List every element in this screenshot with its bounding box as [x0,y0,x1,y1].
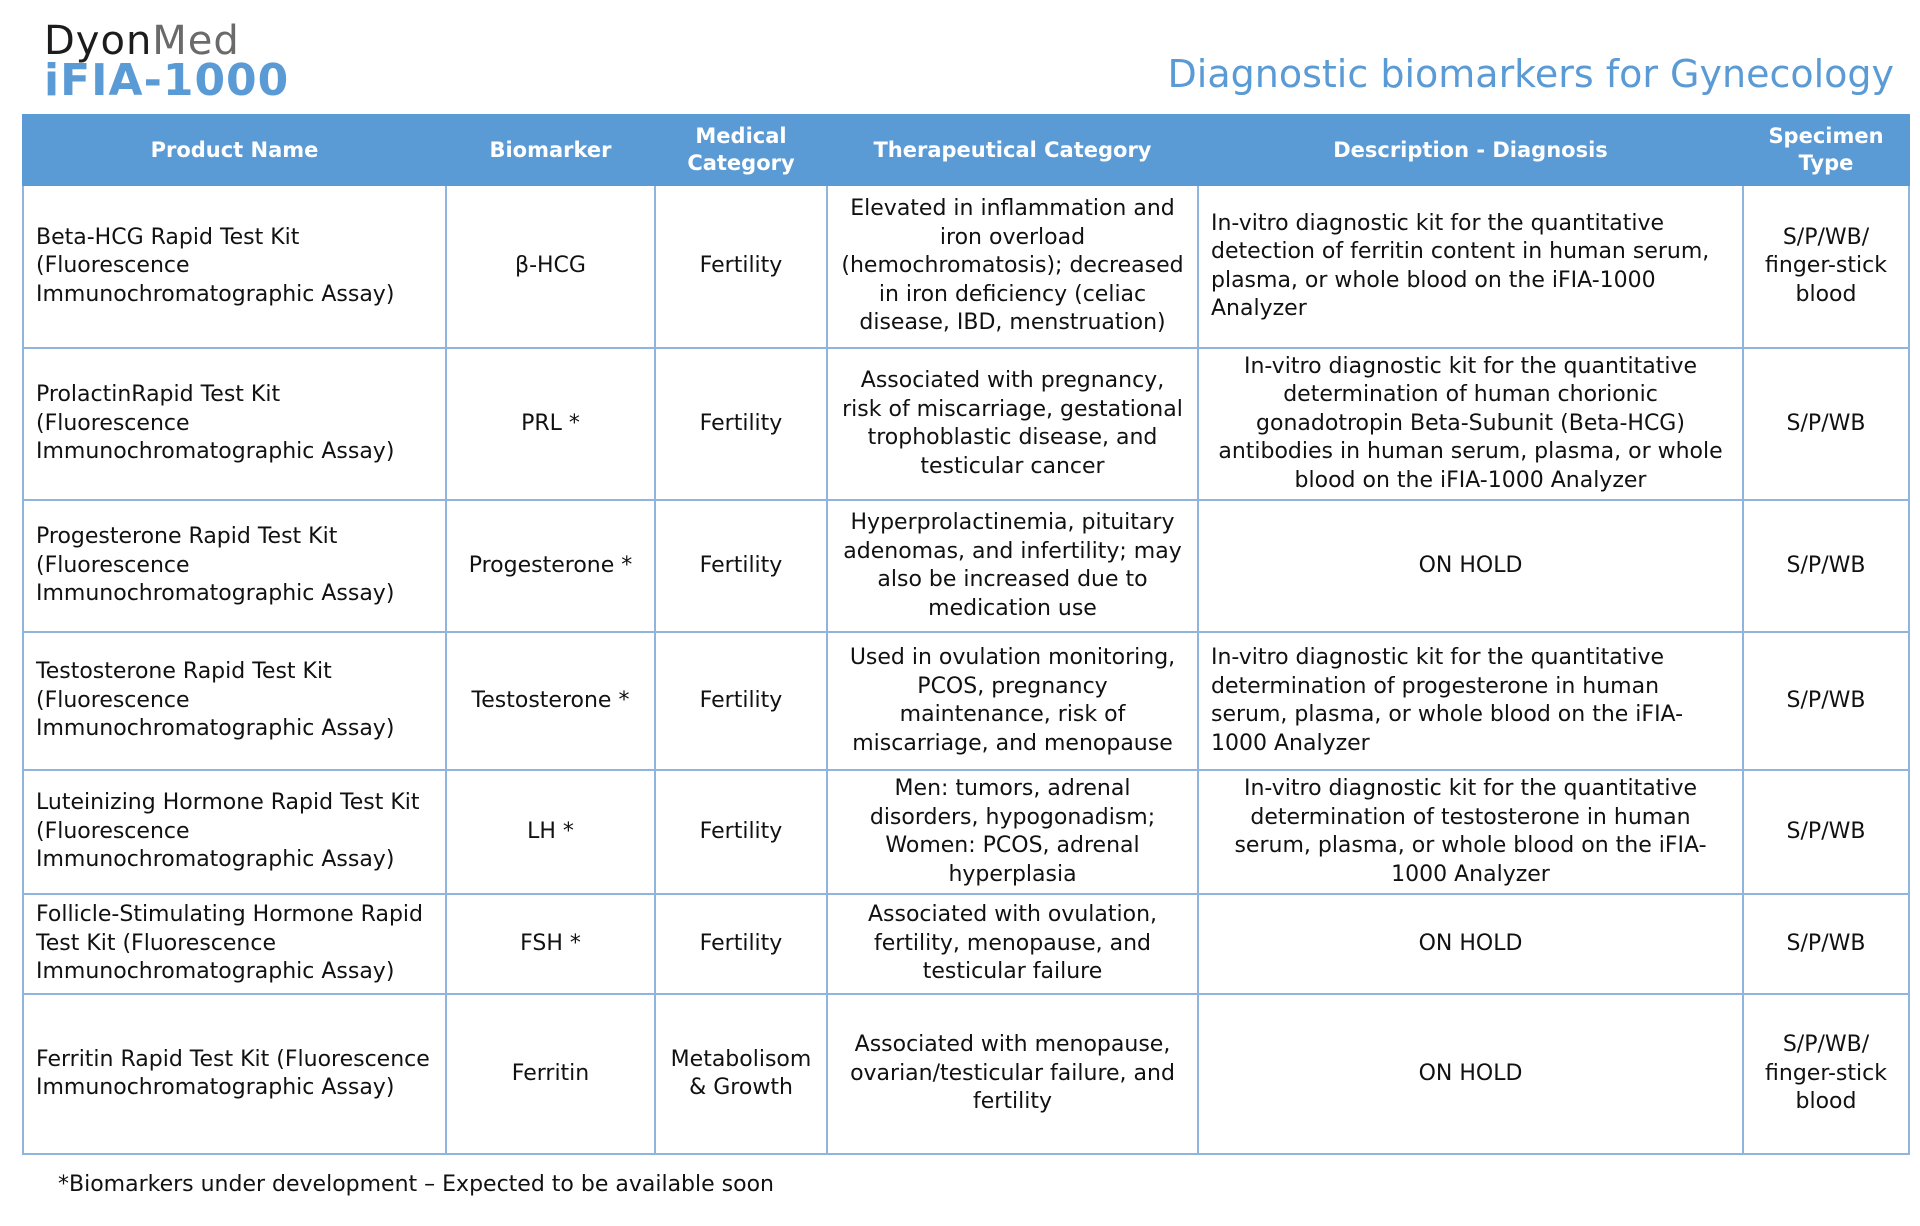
cell-product-name: Follicle-Stimulating Hormone Rapid Test Kit (Fluorescence Immunochromatographic Assay) [23,894,446,994]
table-row [23,348,1909,500]
cell-specimen-type: S/P/WB [1743,500,1909,632]
table-row [23,894,1909,994]
column-header-medical-category: Medical Category [655,115,827,185]
column-header-biomarker: Biomarker [446,115,655,185]
cell-therapeutical-category: Elevated in inflammation and iron overload (hemochromatosis); decreased in iron deficiency (celiac disease, IBD, menstruation) [827,185,1198,348]
table-row [23,770,1909,894]
footnote: *Biomarkers under development – Expected to be available soon [58,1172,774,1197]
cell-description: In-vitro diagnostic kit for the quantitative determination of testosterone in human serum, plasma, or whole blood on the iFIA-1000 Analyzer [1198,770,1743,894]
cell-specimen-type: S/P/WB [1743,894,1909,994]
table-row [23,500,1909,632]
cell-specimen-type: S/P/WB [1743,348,1909,500]
cell-description: In-vitro diagnostic kit for the quantitative determination of human chorionic gonadotropin Beta-Subunit (Beta-HCG) antibodies in human serum, plasma, or whole blood on the iFIA-1000 Analyzer [1198,348,1743,500]
cell-description: In-vitro diagnostic kit for the quantitative determination of progesterone in human serum, plasma, or whole blood on the iFIA-1000 Analyzer [1198,632,1743,770]
cell-therapeutical-category: Associated with pregnancy, risk of miscarriage, gestational trophoblastic disease, and testicular cancer [827,348,1198,500]
column-header-therapeutical-category: Therapeutical Category [827,115,1198,185]
cell-therapeutical-category: Used in ovulation monitoring, PCOS, pregnancy maintenance, risk of miscarriage, and menopause [827,632,1198,770]
cell-biomarker: Progesterone * [446,500,655,632]
table-row [23,994,1909,1154]
cell-therapeutical-category: Hyperprolactinemia, pituitary adenomas, and infertility; may also be increased due to medication use [827,500,1198,632]
cell-specimen-type: S/P/WB [1743,632,1909,770]
cell-product-name: ProlactinRapid Test Kit (Fluorescence Immunochromatographic Assay) [23,348,446,500]
cell-medical-category: Fertility [655,770,827,894]
product-logo: iFIA-1000 [44,55,290,106]
page-title: Diagnostic biomarkers for Gynecology [1167,52,1894,96]
cell-medical-category: Fertility [655,894,827,994]
column-header-specimen-type: Specimen Type [1743,115,1909,185]
cell-description: ON HOLD [1198,994,1743,1154]
cell-medical-category: Fertility [655,500,827,632]
cell-biomarker: FSH * [446,894,655,994]
cell-specimen-type: S/P/WB/ finger-stick blood [1743,994,1909,1154]
cell-product-name: Ferritin Rapid Test Kit (Fluorescence Immunochromatographic Assay) [23,994,446,1154]
cell-specimen-type: S/P/WB/ finger-stick blood [1743,185,1909,348]
cell-product-name: Testosterone Rapid Test Kit (Fluorescence Immunochromatographic Assay) [23,632,446,770]
biomarker-table [22,114,1910,1155]
table-header-row [23,115,1909,185]
cell-biomarker: PRL * [446,348,655,500]
cell-description: In-vitro diagnostic kit for the quantitative detection of ferritin content in human serum, plasma, or whole blood on the iFIA-1000 Analyzer [1198,185,1743,348]
brand-name-part2: Med [152,18,240,64]
table-row [23,185,1909,348]
column-header-product-name: Product Name [23,115,446,185]
cell-medical-category: Metabolisom & Growth [655,994,827,1154]
page-header [0,0,1920,115]
cell-product-name: Luteinizing Hormone Rapid Test Kit (Fluorescence Immunochromatographic Assay) [23,770,446,894]
cell-biomarker: Testosterone * [446,632,655,770]
cell-description: ON HOLD [1198,500,1743,632]
cell-medical-category: Fertility [655,348,827,500]
cell-description: ON HOLD [1198,894,1743,994]
column-header-description: Description - Diagnosis [1198,115,1743,185]
cell-medical-category: Fertility [655,632,827,770]
cell-therapeutical-category: Associated with ovulation, fertility, menopause, and testicular failure [827,894,1198,994]
cell-specimen-type: S/P/WB [1743,770,1909,894]
cell-therapeutical-category: Men: tumors, adrenal disorders, hypogonadism; Women: PCOS, adrenal hyperplasia [827,770,1198,894]
cell-product-name: Beta-HCG Rapid Test Kit (Fluorescence Immunochromatographic Assay) [23,185,446,348]
cell-medical-category: Fertility [655,185,827,348]
cell-biomarker: Ferritin [446,994,655,1154]
cell-therapeutical-category: Associated with menopause, ovarian/testicular failure, and fertility [827,994,1198,1154]
cell-biomarker: LH * [446,770,655,894]
cell-biomarker: β-HCG [446,185,655,348]
brand-name-part1: Dyon [44,18,153,64]
cell-product-name: Progesterone Rapid Test Kit (Fluorescence Immunochromatographic Assay) [23,500,446,632]
table-row [23,632,1909,770]
